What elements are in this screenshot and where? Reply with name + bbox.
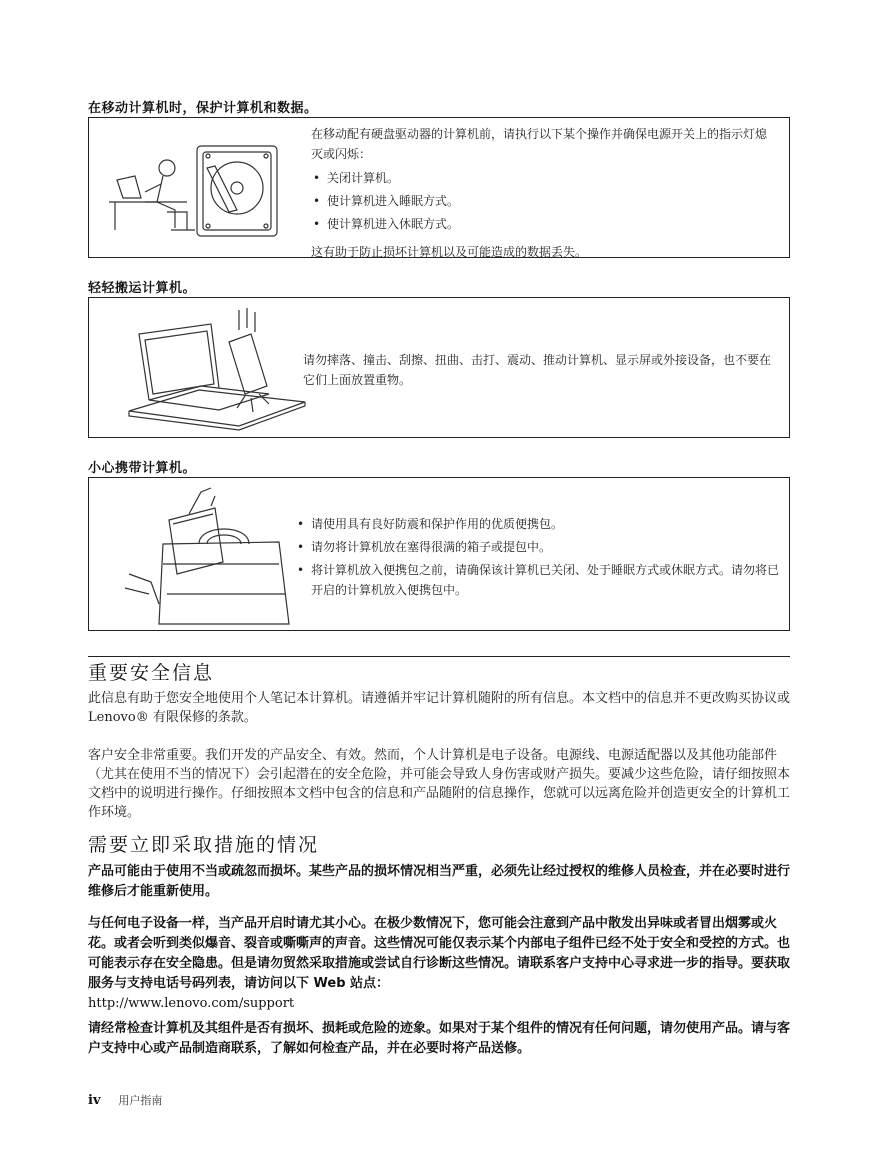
dropping-laptop-illustration bbox=[119, 306, 309, 431]
page-number: iv bbox=[88, 1093, 101, 1108]
moving-bullet-2: • 使计算机进入睡眠方式。 bbox=[311, 191, 773, 211]
moving-note-text: 这有助于防止损坏计算机以及可能造成的数据丢失。 bbox=[311, 245, 588, 259]
handle-warning-text: 请勿摔落、撞击、刮擦、扭曲、击打、震动、推动计算机、显示屏或外接设备，也不要在它们上面放置重物。 bbox=[303, 353, 772, 387]
document-title: 用户指南 bbox=[118, 1094, 163, 1107]
immediate-paragraph-1: 产品可能由于使用不当或疏忽而损坏。某些产品的损坏情况相当严重，必须先让经过授权的维修人员检查，并在必要时进行维修后才能重新使用。 bbox=[88, 864, 791, 899]
support-url-link[interactable]: http://www.lenovo.com/support bbox=[88, 996, 295, 1011]
section-label-handle: 轻轻搬运计算机。 bbox=[88, 281, 197, 296]
moving-bullet-3: • 使计算机进入休眠方式。 bbox=[311, 214, 773, 234]
immediate-paragraph-3: 请经常检查计算机及其组件是否有损坏、损耗或危险的迹象。如果对于某个组件的情况有任何问题，请勿使用产品。请与客户支持中心或产品制造商联系，了解如何检查产品，并在必要时将产品送修。 bbox=[88, 1021, 791, 1056]
section-label-carry: 小心携带计算机。 bbox=[88, 461, 197, 476]
carry-bullet-1: • 请使用具有良好防震和保护作用的优质便携包。 bbox=[295, 514, 781, 534]
carry-bullet-2: • 请勿将计算机放在塞得很满的箱子或提包中。 bbox=[295, 537, 781, 557]
carrying-case-illustration bbox=[119, 484, 299, 626]
immediate-paragraph-2-text: 与任何电子设备一样，当产品开启时请尤其小心。在极少数情况下，您可能会注意到产品中散发出异味或者冒出烟雾或火花。或者会听到类似爆音、裂音或嘶嘶声的声音。这些情况可能仅表示某个内部电子组件已经不处于安全和受控的方式。也可能表示存在安全隐患。但是请勿贸然采取措施或尝试自行诊断这些情况。请联系客户支持中心寻求进一步的指导。要获取服务与支持电话号码列表，请访问以下 Web 站点： bbox=[88, 916, 791, 991]
carry-bullet-3: • 将计算机放入便携包之前，请确保该计算机已关闭、处于睡眠方式或休眠方式。请勿将已开启的计算机放入便携包中。 bbox=[295, 560, 781, 600]
immediate-action-heading: 需要立即采取措施的情况 bbox=[88, 834, 320, 856]
handle-computer-box bbox=[88, 297, 790, 438]
safety-heading: 重要安全信息 bbox=[88, 662, 215, 684]
safety-paragraph-2: 客户安全非常重要。我们开发的产品安全、有效。然而，个人计算机是电子设备。电源线、电源适配器以及其他功能部件（尤其在使用不当的情况下）会引起潜在的安全危险，并可能会导致人身伤害或财产损失。要减少这些危险，请仔细按照本文档中的说明进行操作。仔细按照本文档中包含的信息和产品随附的信息操作，您就可以远离危险并创造更安全的计算机工作环境。 bbox=[88, 748, 791, 820]
moving-bullet-1: • 关闭计算机。 bbox=[311, 168, 773, 188]
moving-computer-box bbox=[88, 117, 790, 258]
moving-computer-illustration bbox=[105, 140, 305, 240]
page-footer bbox=[88, 1092, 162, 1108]
safety-paragraph-1: 此信息有助于您安全地使用个人笔记本计算机。请遵循并牢记计算机随附的所有信息。本文档中的信息并不更改购买协议或 Lenovo® 有限保修的条款。 bbox=[88, 691, 791, 725]
immediate-paragraph-2 bbox=[88, 914, 794, 1014]
moving-intro-text: 在移动配有硬盘驱动器的计算机前，请执行以下某个操作并确保电源开关上的指示灯熄灭或闪烁： bbox=[311, 127, 768, 161]
carry-computer-box bbox=[88, 477, 790, 631]
section-label-moving: 在移动计算机时，保护计算机和数据。 bbox=[88, 101, 318, 116]
section-divider bbox=[88, 656, 790, 657]
